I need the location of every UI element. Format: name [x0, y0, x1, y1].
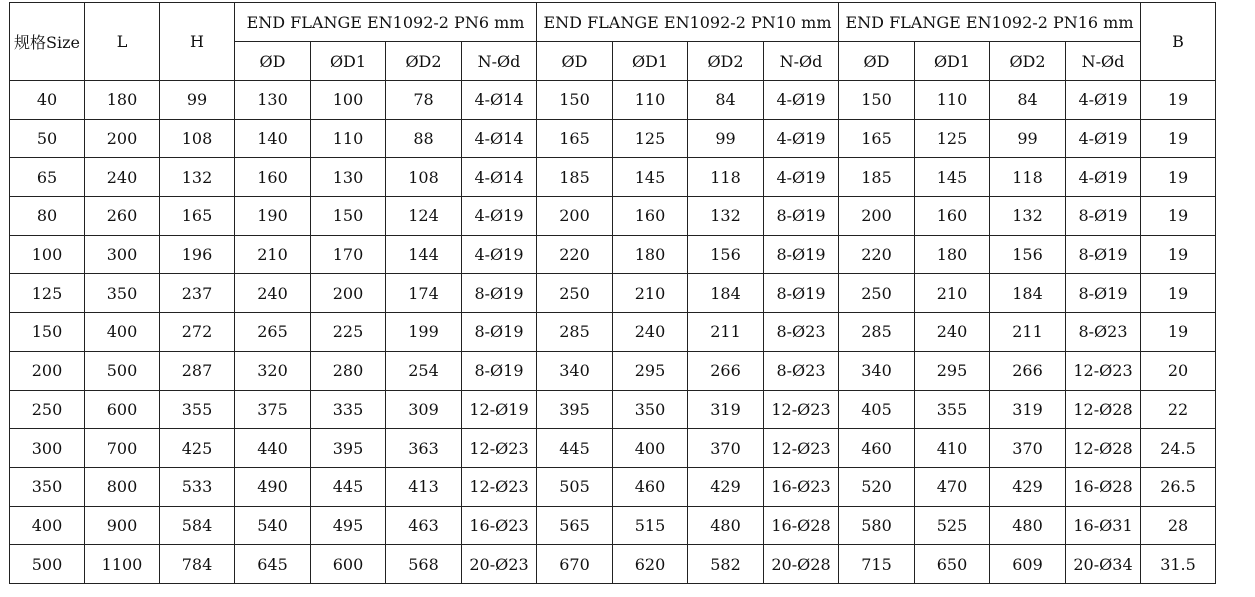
- header-group-pn6: END FLANGE EN1092-2 PN6 mm: [235, 3, 537, 42]
- table-cell: 266: [990, 351, 1066, 390]
- table-cell: 190: [235, 197, 311, 236]
- table-cell: 220: [537, 235, 613, 274]
- table-row: [10, 81, 1216, 120]
- table-cell: 645: [235, 545, 311, 584]
- table-cell: 144: [386, 235, 462, 274]
- table-cell: 118: [990, 158, 1066, 197]
- table-cell: 12-Ø19: [462, 390, 537, 429]
- table-cell: 184: [688, 274, 764, 313]
- table-row: [10, 390, 1216, 429]
- table-cell: 395: [311, 429, 386, 468]
- header-group-pn16: END FLANGE EN1092-2 PN16 mm: [839, 3, 1141, 42]
- header-pn6-d2: ØD2: [386, 42, 462, 81]
- header-pn6-nd: N-Ød: [462, 42, 537, 81]
- table-cell: 185: [839, 158, 915, 197]
- table-cell: 505: [537, 467, 613, 506]
- table-cell: 220: [839, 235, 915, 274]
- table-cell: 480: [990, 506, 1066, 545]
- table-cell: 12-Ø23: [1066, 351, 1141, 390]
- table-cell: 295: [613, 351, 688, 390]
- table-cell: 395: [537, 390, 613, 429]
- table-cell: 4-Ø14: [462, 158, 537, 197]
- table-cell: 533: [160, 467, 235, 506]
- table-cell: 4-Ø19: [1066, 119, 1141, 158]
- table-cell: 490: [235, 467, 311, 506]
- table-cell: 445: [537, 429, 613, 468]
- table-cell: 19: [1141, 313, 1216, 352]
- table-cell: 240: [613, 313, 688, 352]
- table-cell: 309: [386, 390, 462, 429]
- table-cell: 460: [839, 429, 915, 468]
- table-cell: 130: [235, 81, 311, 120]
- header-pn10-d2: ØD2: [688, 42, 764, 81]
- table-cell: 260: [85, 197, 160, 236]
- table-cell: 160: [915, 197, 990, 236]
- table-cell: 425: [160, 429, 235, 468]
- table-cell: 200: [839, 197, 915, 236]
- header-pn6-d: ØD: [235, 42, 311, 81]
- table-cell: 19: [1141, 274, 1216, 313]
- table-cell: 1100: [85, 545, 160, 584]
- table-cell: 124: [386, 197, 462, 236]
- table-cell: 266: [688, 351, 764, 390]
- table-cell: 8-Ø19: [1066, 197, 1141, 236]
- table-cell: 180: [85, 81, 160, 120]
- table-row: [10, 235, 1216, 274]
- table-cell: 130: [311, 158, 386, 197]
- table-cell: 405: [839, 390, 915, 429]
- table-body: [10, 81, 1216, 584]
- header-pn10-d: ØD: [537, 42, 613, 81]
- table-cell: 174: [386, 274, 462, 313]
- table-cell: 370: [688, 429, 764, 468]
- header-b: B: [1141, 3, 1216, 81]
- table-cell: 200: [10, 351, 85, 390]
- table-cell: 125: [613, 119, 688, 158]
- table-cell: 340: [537, 351, 613, 390]
- table-row: [10, 545, 1216, 584]
- table-cell: 8-Ø19: [764, 197, 839, 236]
- table-cell: 40: [10, 81, 85, 120]
- table-cell: 600: [311, 545, 386, 584]
- table-cell: 280: [311, 351, 386, 390]
- table-cell: 12-Ø28: [1066, 390, 1141, 429]
- table-cell: 26.5: [1141, 467, 1216, 506]
- table-cell: 210: [915, 274, 990, 313]
- table-row: [10, 274, 1216, 313]
- table-cell: 160: [235, 158, 311, 197]
- table-cell: 84: [688, 81, 764, 120]
- table-cell: 200: [85, 119, 160, 158]
- table-cell: 4-Ø19: [1066, 81, 1141, 120]
- table-row: [10, 158, 1216, 197]
- table-cell: 200: [537, 197, 613, 236]
- table-cell: 132: [990, 197, 1066, 236]
- table-cell: 8-Ø19: [1066, 274, 1141, 313]
- table-cell: 700: [85, 429, 160, 468]
- table-cell: 156: [688, 235, 764, 274]
- table-cell: 180: [915, 235, 990, 274]
- table-cell: 145: [613, 158, 688, 197]
- table-cell: 350: [85, 274, 160, 313]
- table-cell: 240: [915, 313, 990, 352]
- table-cell: 165: [839, 119, 915, 158]
- flange-spec-table: [9, 2, 1216, 584]
- table-cell: 355: [915, 390, 990, 429]
- table-cell: 150: [311, 197, 386, 236]
- table-cell: 180: [613, 235, 688, 274]
- header-pn10-d1: ØD1: [613, 42, 688, 81]
- table-cell: 19: [1141, 197, 1216, 236]
- table-cell: 19: [1141, 81, 1216, 120]
- table-cell: 4-Ø14: [462, 81, 537, 120]
- table-cell: 12-Ø28: [1066, 429, 1141, 468]
- table-cell: 4-Ø19: [764, 119, 839, 158]
- table-cell: 16-Ø23: [764, 467, 839, 506]
- header-group-pn10: END FLANGE EN1092-2 PN10 mm: [537, 3, 839, 42]
- table-cell: 400: [10, 506, 85, 545]
- table-cell: 480: [688, 506, 764, 545]
- table-cell: 445: [311, 467, 386, 506]
- table-row: [10, 467, 1216, 506]
- table-cell: 65: [10, 158, 85, 197]
- table-cell: 370: [990, 429, 1066, 468]
- header-pn6-d1: ØD1: [311, 42, 386, 81]
- header-h: H: [160, 3, 235, 81]
- table-cell: 16-Ø31: [1066, 506, 1141, 545]
- table-cell: 78: [386, 81, 462, 120]
- table-cell: 460: [613, 467, 688, 506]
- table-cell: 20: [1141, 351, 1216, 390]
- table-cell: 320: [235, 351, 311, 390]
- table-cell: 22: [1141, 390, 1216, 429]
- table-cell: 12-Ø23: [764, 390, 839, 429]
- table-cell: 254: [386, 351, 462, 390]
- table-cell: 495: [311, 506, 386, 545]
- table-cell: 110: [311, 119, 386, 158]
- table-cell: 319: [990, 390, 1066, 429]
- table-cell: 150: [839, 81, 915, 120]
- table-cell: 250: [10, 390, 85, 429]
- table-cell: 108: [386, 158, 462, 197]
- table-cell: 650: [915, 545, 990, 584]
- table-cell: 900: [85, 506, 160, 545]
- header-pn10-nd: N-Ød: [764, 42, 839, 81]
- table-cell: 463: [386, 506, 462, 545]
- table-cell: 413: [386, 467, 462, 506]
- table-cell: 580: [839, 506, 915, 545]
- table-cell: 515: [613, 506, 688, 545]
- table-cell: 88: [386, 119, 462, 158]
- table-cell: 429: [688, 467, 764, 506]
- header-pn16-d: ØD: [839, 42, 915, 81]
- table-cell: 620: [613, 545, 688, 584]
- table-cell: 470: [915, 467, 990, 506]
- table-cell: 145: [915, 158, 990, 197]
- table-cell: 16-Ø28: [1066, 467, 1141, 506]
- table-cell: 110: [915, 81, 990, 120]
- table-cell: 31.5: [1141, 545, 1216, 584]
- table-cell: 19: [1141, 158, 1216, 197]
- table-cell: 225: [311, 313, 386, 352]
- table-cell: 265: [235, 313, 311, 352]
- table-cell: 375: [235, 390, 311, 429]
- table-cell: 28: [1141, 506, 1216, 545]
- table-cell: 715: [839, 545, 915, 584]
- table-cell: 210: [613, 274, 688, 313]
- table-cell: 584: [160, 506, 235, 545]
- table-cell: 19: [1141, 235, 1216, 274]
- table-cell: 132: [160, 158, 235, 197]
- table-cell: 8-Ø19: [462, 313, 537, 352]
- table-row: [10, 119, 1216, 158]
- table-cell: 287: [160, 351, 235, 390]
- table-cell: 363: [386, 429, 462, 468]
- table-cell: 285: [839, 313, 915, 352]
- table-cell: 350: [10, 467, 85, 506]
- table-cell: 440: [235, 429, 311, 468]
- table-cell: 20-Ø34: [1066, 545, 1141, 584]
- table-cell: 340: [839, 351, 915, 390]
- header-size: 规格Size: [10, 3, 85, 81]
- table-cell: 355: [160, 390, 235, 429]
- table-cell: 211: [990, 313, 1066, 352]
- table-cell: 12-Ø23: [764, 429, 839, 468]
- table-cell: 272: [160, 313, 235, 352]
- table-cell: 240: [235, 274, 311, 313]
- table-cell: 132: [688, 197, 764, 236]
- table-cell: 670: [537, 545, 613, 584]
- table-cell: 4-Ø14: [462, 119, 537, 158]
- table-cell: 19: [1141, 119, 1216, 158]
- table-cell: 80: [10, 197, 85, 236]
- table-cell: 400: [85, 313, 160, 352]
- table-cell: 500: [10, 545, 85, 584]
- table-cell: 16-Ø28: [764, 506, 839, 545]
- table-cell: 200: [311, 274, 386, 313]
- table-cell: 285: [537, 313, 613, 352]
- table-cell: 196: [160, 235, 235, 274]
- table-cell: 237: [160, 274, 235, 313]
- table-cell: 565: [537, 506, 613, 545]
- table-cell: 12-Ø23: [462, 467, 537, 506]
- table-cell: 8-Ø23: [1066, 313, 1141, 352]
- table-cell: 335: [311, 390, 386, 429]
- table-cell: 295: [915, 351, 990, 390]
- table-cell: 4-Ø19: [764, 158, 839, 197]
- table-cell: 429: [990, 467, 1066, 506]
- table-row: [10, 429, 1216, 468]
- table-cell: 118: [688, 158, 764, 197]
- table-cell: 319: [688, 390, 764, 429]
- table-cell: 4-Ø19: [462, 235, 537, 274]
- table-cell: 125: [915, 119, 990, 158]
- table-cell: 410: [915, 429, 990, 468]
- table-cell: 300: [10, 429, 85, 468]
- table-cell: 8-Ø19: [462, 274, 537, 313]
- table-cell: 211: [688, 313, 764, 352]
- table-cell: 100: [311, 81, 386, 120]
- table-cell: 199: [386, 313, 462, 352]
- table-cell: 185: [537, 158, 613, 197]
- table-cell: 240: [85, 158, 160, 197]
- table-cell: 210: [235, 235, 311, 274]
- table-cell: 4-Ø19: [462, 197, 537, 236]
- table-cell: 600: [85, 390, 160, 429]
- table-cell: 500: [85, 351, 160, 390]
- table-cell: 8-Ø19: [462, 351, 537, 390]
- table-cell: 184: [990, 274, 1066, 313]
- header-pn16-nd: N-Ød: [1066, 42, 1141, 81]
- table-cell: 16-Ø23: [462, 506, 537, 545]
- header-pn16-d1: ØD1: [915, 42, 990, 81]
- table-cell: 582: [688, 545, 764, 584]
- table-cell: 520: [839, 467, 915, 506]
- table-cell: 568: [386, 545, 462, 584]
- table-cell: 609: [990, 545, 1066, 584]
- table-cell: 8-Ø19: [1066, 235, 1141, 274]
- table-cell: 800: [85, 467, 160, 506]
- table-cell: 8-Ø23: [764, 351, 839, 390]
- table-cell: 140: [235, 119, 311, 158]
- table-cell: 50: [10, 119, 85, 158]
- table-cell: 99: [160, 81, 235, 120]
- table-cell: 150: [10, 313, 85, 352]
- table-cell: 12-Ø23: [462, 429, 537, 468]
- table-cell: 525: [915, 506, 990, 545]
- table-cell: 350: [613, 390, 688, 429]
- table-cell: 4-Ø19: [764, 81, 839, 120]
- table-cell: 8-Ø19: [764, 274, 839, 313]
- table-cell: 784: [160, 545, 235, 584]
- header-pn16-d2: ØD2: [990, 42, 1066, 81]
- table-cell: 24.5: [1141, 429, 1216, 468]
- table-cell: 170: [311, 235, 386, 274]
- table-cell: 165: [160, 197, 235, 236]
- table-row: [10, 351, 1216, 390]
- table-cell: 160: [613, 197, 688, 236]
- table-cell: 150: [537, 81, 613, 120]
- table-row: [10, 197, 1216, 236]
- table-cell: 99: [688, 119, 764, 158]
- table-cell: 250: [537, 274, 613, 313]
- table-cell: 300: [85, 235, 160, 274]
- table-cell: 8-Ø23: [764, 313, 839, 352]
- table-cell: 165: [537, 119, 613, 158]
- table-cell: 99: [990, 119, 1066, 158]
- table-cell: 125: [10, 274, 85, 313]
- header-l: L: [85, 3, 160, 81]
- table-cell: 540: [235, 506, 311, 545]
- table-cell: 110: [613, 81, 688, 120]
- table-cell: 100: [10, 235, 85, 274]
- table-row: [10, 313, 1216, 352]
- table-cell: 250: [839, 274, 915, 313]
- table-row: [10, 506, 1216, 545]
- table-cell: 156: [990, 235, 1066, 274]
- table-cell: 8-Ø19: [764, 235, 839, 274]
- table-cell: 4-Ø19: [1066, 158, 1141, 197]
- table-cell: 84: [990, 81, 1066, 120]
- table-cell: 108: [160, 119, 235, 158]
- table-cell: 20-Ø23: [462, 545, 537, 584]
- table-cell: 400: [613, 429, 688, 468]
- table-cell: 20-Ø28: [764, 545, 839, 584]
